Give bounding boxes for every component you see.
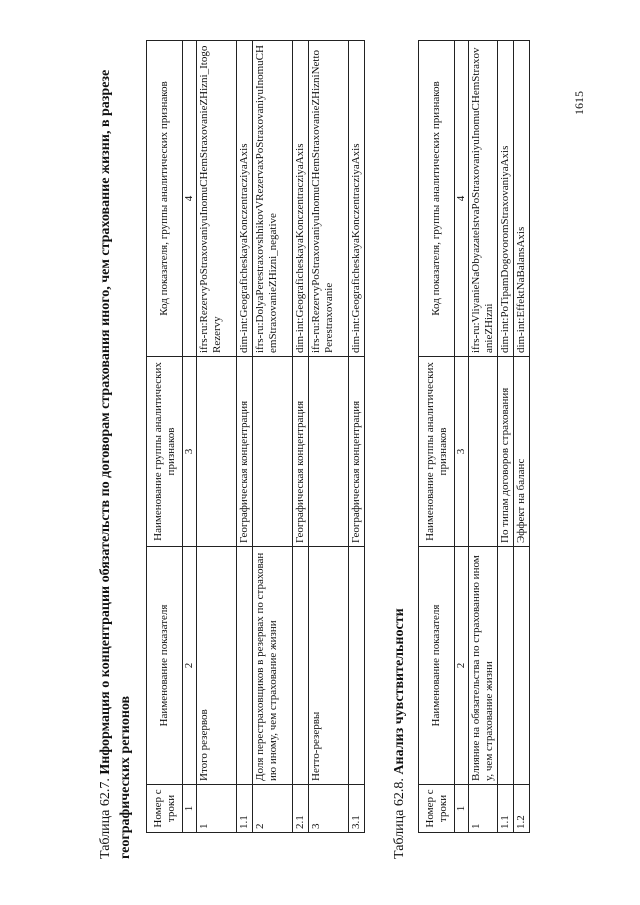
t1-header-col2: Наименование показателя [147,547,183,785]
t2-header-col4: Код показателя, группы аналитических признаков [419,41,455,357]
t1-row2-code: dim-int:GeograficheskayaKonczentracziyaAxis [237,41,253,357]
t1-header-col3: Наименование группы аналитических признаков [147,357,183,547]
t2-row3-name [514,547,530,785]
t2-colnum-2: 2 [455,547,469,785]
t2-row3-group: Эффект на баланс [514,357,530,547]
table2-caption [390,69,410,859]
t1-row4-code: dim-int:GeograficheskayaKonczentracziyaAxis [293,41,309,357]
t1-row1-group [197,357,237,547]
t1-row5-name: Нетто-резервы [309,547,349,785]
t1-row6-code: dim-int:GeograficheskayaKonczentracziyaAxis [349,41,365,357]
t1-colnum-4: 4 [183,41,197,357]
t1-row3-num: 2 [253,785,293,833]
t2-row1-num: 1 [469,785,498,833]
t2-row2-num: 1.1 [498,785,514,833]
t1-row6-num: 3.1 [349,785,365,833]
t1-row5-num: 3 [309,785,349,833]
t1-row5-group [309,357,349,547]
t1-row6-name [349,547,365,785]
t1-colnum-3: 3 [183,357,197,547]
table1-caption-prefix: Таблица 62.7. [98,778,113,859]
t2-colnum-3: 3 [455,357,469,547]
t1-row4-name [293,547,309,785]
t2-header-col3: Наименование группы аналитических признаков [419,357,455,547]
t2-row2-group: По типам договоров страхования [498,357,514,547]
t2-row1-group [469,357,498,547]
table2 [418,40,530,833]
t2-row3-code: dim-int:EffektNaBalansAxis [514,41,530,357]
table1-caption-title: Информация о концентрации обязательств по договорам страхования иного, чем страхование жизни, в разрезе географических регионов [98,69,133,859]
t1-colnum-1: 1 [183,785,197,833]
t1-colnum-2: 2 [183,547,197,785]
table2-caption-prefix: Таблица 62.8. [392,778,407,859]
table2-caption-title: Анализ чувствительности [392,608,407,775]
t1-row3-name: Доля перестраховщиков в резервах по страхованию иному, чем страхование жизни [253,547,293,785]
t1-row4-num: 2.1 [293,785,309,833]
t2-row2-name [498,547,514,785]
t1-row2-group: Географическая концентрация [237,357,253,547]
t1-row1-code: ifrs-ru:RezervyPoStraxovaniyuInomuCHemStraxovanieZHizni_ItogoRezervy [197,41,237,357]
table1-caption [96,69,136,859]
t1-row3-code: ifrs-ru:DolyaPerestraxovshhikovVRezervaxPoStraxovaniyuInomuCHemStraxovanieZHizni_negative [253,41,293,357]
t1-row4-group: Географическая концентрация [293,357,309,547]
t2-row1-code: ifrs-ru:VliyanieNaObyazatelstvaPoStraxovaniyuInomuCHemStraxovanieZHizni [469,41,498,357]
t2-row3-num: 1.2 [514,785,530,833]
t2-row1-name: Влияние на обязательства по страхованию иному, чем страхование жизни [469,547,498,785]
t1-header-col1: Номер строки [147,785,183,833]
t1-row2-name [237,547,253,785]
t2-colnum-4: 4 [455,41,469,357]
t2-header-col1: Номер строки [419,785,455,833]
t2-colnum-1: 1 [455,785,469,833]
t1-row6-group: Географическая концентрация [349,357,365,547]
t2-header-col2: Наименование показателя [419,547,455,785]
t1-row3-group [253,357,293,547]
t1-row5-code: ifrs-ru:RezervyPoStraxovaniyuInomuCHemStraxovanieZHizniNettoPerestraxovanie [309,41,349,357]
table1 [146,40,365,833]
t1-row1-name: Итого резервов [197,547,237,785]
t1-row1-num: 1 [197,785,237,833]
t1-header-col4: Код показателя, группы аналитических признаков [147,41,183,357]
page-number: 1615 [572,91,586,115]
t2-row2-code: dim-int:PoTipamDogovoromStraxovaniyaAxis [498,41,514,357]
t1-row2-num: 1.1 [237,785,253,833]
